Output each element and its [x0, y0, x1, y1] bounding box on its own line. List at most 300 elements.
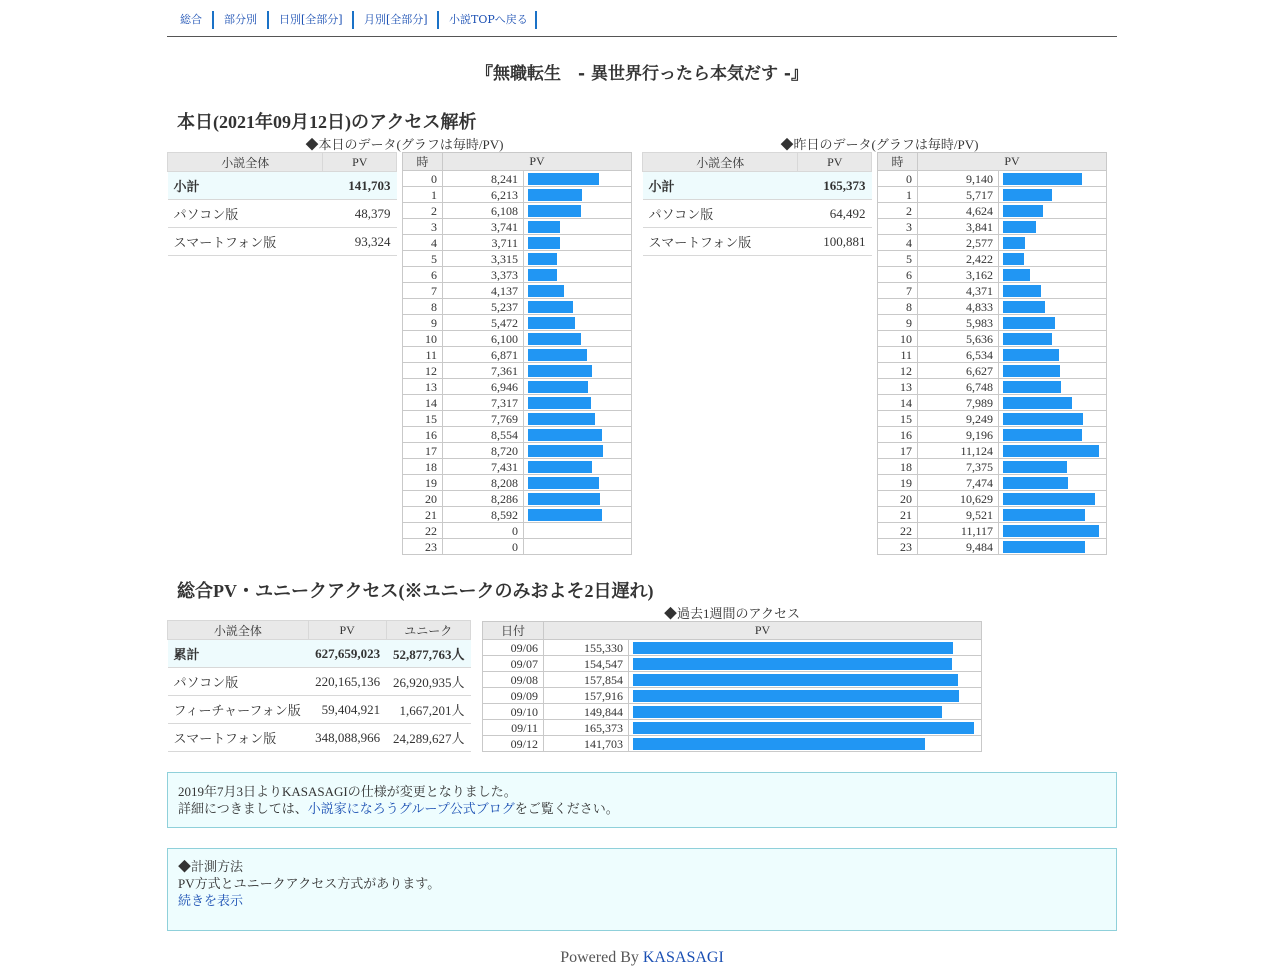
today-hourly-table — [402, 152, 632, 555]
pv-bar — [1003, 333, 1052, 345]
pv-bar — [1003, 349, 1059, 361]
row-bar-cell — [524, 283, 632, 299]
pv-bar — [1003, 237, 1025, 249]
row-key: 22 — [878, 523, 918, 539]
col-header: 小説全体 — [168, 621, 309, 640]
row-key: 3 — [403, 219, 443, 235]
row-key: 21 — [878, 507, 918, 523]
row-value: 9,140 — [918, 171, 999, 187]
nav-monthly[interactable]: 月別[全部分] — [364, 13, 428, 26]
row-value: 6,100 — [443, 331, 524, 347]
row-value: 5,237 — [443, 299, 524, 315]
nav-divider — [167, 36, 1117, 37]
row-key: 6 — [403, 267, 443, 283]
row-value: 3,841 — [918, 219, 999, 235]
row-label: パソコン版 — [168, 200, 323, 228]
pv-bar — [528, 301, 573, 313]
row-bar-cell — [629, 672, 982, 688]
total-heading: 総合PV・ユニークアクセス(※ユニークのみおよそ2日遅れ) — [177, 581, 654, 601]
row-bar-cell — [629, 640, 982, 656]
row-unique: 24,289,627人 — [386, 724, 470, 752]
pv-bar — [1003, 269, 1030, 281]
row-key: 13 — [878, 379, 918, 395]
row-bar-cell — [524, 539, 632, 555]
nav-by-part[interactable]: 部分別 — [224, 13, 257, 26]
pv-bar — [528, 413, 595, 425]
row-bar-cell — [999, 187, 1107, 203]
pv-bar — [1003, 221, 1036, 233]
row-key: 09/06 — [483, 640, 544, 656]
pv-bar — [1003, 525, 1099, 537]
table-row — [403, 475, 632, 491]
yesterday-caption: ◆昨日のデータ(グラフは毎時/PV) — [780, 137, 979, 152]
row-key: 7 — [878, 283, 918, 299]
row-key: 19 — [403, 475, 443, 491]
row-bar-cell — [524, 459, 632, 475]
row-key: 14 — [403, 395, 443, 411]
pv-bar — [633, 642, 953, 654]
col-header: PV — [918, 153, 1107, 171]
row-value: 9,249 — [918, 411, 999, 427]
page-title: 『無職転生 - 異世界行ったら本気だす -』 — [476, 64, 808, 84]
row-value: 8,554 — [443, 427, 524, 443]
pv-bar — [528, 477, 599, 489]
row-key: 0 — [878, 171, 918, 187]
row-value: 4,833 — [918, 299, 999, 315]
table-row — [643, 172, 872, 200]
table-row — [878, 475, 1107, 491]
row-value: 5,472 — [443, 315, 524, 331]
row-value: 6,213 — [443, 187, 524, 203]
row-value: 64,492 — [798, 200, 872, 228]
row-value: 0 — [443, 523, 524, 539]
table-row — [643, 200, 872, 228]
row-key: 09/07 — [483, 656, 544, 672]
row-key: 2 — [403, 203, 443, 219]
pv-bar — [528, 381, 588, 393]
row-value: 3,711 — [443, 235, 524, 251]
pv-bar — [633, 738, 925, 750]
pv-bar — [528, 365, 592, 377]
row-key: 14 — [878, 395, 918, 411]
row-pv: 627,659,023 — [308, 640, 386, 668]
col-header: ユニーク — [386, 621, 470, 640]
pv-bar — [1003, 413, 1083, 425]
row-key: 20 — [878, 491, 918, 507]
row-value: 7,361 — [443, 363, 524, 379]
table-row — [878, 331, 1107, 347]
table-row — [403, 267, 632, 283]
pv-bar — [1003, 253, 1024, 265]
row-bar-cell — [999, 379, 1107, 395]
pv-bar — [1003, 189, 1052, 201]
table-row — [403, 299, 632, 315]
nav-separator — [267, 11, 269, 29]
pv-bar — [1003, 461, 1067, 473]
row-key: 23 — [878, 539, 918, 555]
col-header: PV — [798, 153, 872, 172]
row-bar-cell — [999, 507, 1107, 523]
row-pv: 348,088,966 — [308, 724, 386, 752]
row-bar-cell — [999, 299, 1107, 315]
row-value: 155,330 — [544, 640, 629, 656]
table-row — [878, 267, 1107, 283]
pv-bar — [528, 173, 599, 185]
nav-overall[interactable]: 総合 — [180, 13, 202, 26]
pv-bar — [528, 205, 581, 217]
row-bar-cell — [524, 363, 632, 379]
table-row — [168, 172, 397, 200]
row-key: 8 — [878, 299, 918, 315]
official-blog-link[interactable]: 小説家になろうグループ公式ブログ — [307, 801, 515, 816]
row-value: 9,521 — [918, 507, 999, 523]
row-value: 165,373 — [544, 720, 629, 736]
row-value: 9,484 — [918, 539, 999, 555]
row-value: 8,241 — [443, 171, 524, 187]
pv-bar — [528, 333, 581, 345]
nav-daily[interactable]: 日別[全部分] — [279, 13, 343, 26]
table-row — [403, 347, 632, 363]
row-value: 8,286 — [443, 491, 524, 507]
row-key: 10 — [878, 331, 918, 347]
row-value: 6,534 — [918, 347, 999, 363]
nav-novel-top[interactable]: 小説TOPへ戻る — [449, 13, 528, 26]
table-row — [403, 251, 632, 267]
table-row — [483, 672, 982, 688]
row-value: 7,989 — [918, 395, 999, 411]
row-value: 9,196 — [918, 427, 999, 443]
week-table — [482, 621, 982, 752]
row-bar-cell — [999, 331, 1107, 347]
row-bar-cell — [524, 267, 632, 283]
yesterday-summary-table — [642, 152, 872, 256]
table-row — [878, 235, 1107, 251]
notice-text: 詳細につきましては、 — [178, 801, 308, 816]
row-key: 19 — [878, 475, 918, 491]
table-row — [403, 363, 632, 379]
row-bar-cell — [524, 315, 632, 331]
row-value: 8,208 — [443, 475, 524, 491]
row-value: 141,703 — [544, 736, 629, 752]
table-row — [403, 539, 632, 555]
kasasagi-link[interactable]: KASASAGI — [642, 949, 724, 966]
table-row — [168, 200, 397, 228]
table-row — [878, 523, 1107, 539]
row-key: 12 — [878, 363, 918, 379]
pv-bar — [1003, 381, 1061, 393]
row-key: 5 — [878, 251, 918, 267]
table-row — [483, 688, 982, 704]
notice-text: をご覧ください。 — [514, 801, 619, 816]
table-row — [403, 523, 632, 539]
row-key: 9 — [878, 315, 918, 331]
pv-bar — [528, 397, 591, 409]
row-bar-cell — [999, 523, 1107, 539]
row-bar-cell — [524, 187, 632, 203]
row-bar-cell — [524, 347, 632, 363]
table-row — [403, 283, 632, 299]
week-caption: ◆過去1週間のアクセス — [663, 606, 801, 621]
row-key: 8 — [403, 299, 443, 315]
row-bar-cell — [524, 523, 632, 539]
pv-bar — [528, 317, 575, 329]
row-value: 6,748 — [918, 379, 999, 395]
table-row — [878, 187, 1107, 203]
row-bar-cell — [999, 171, 1107, 187]
col-header: 小説全体 — [643, 153, 798, 172]
row-label: フィーチャーフォン版 — [168, 696, 309, 724]
method-title: ◆計測方法 — [178, 859, 244, 874]
pv-bar — [528, 221, 560, 233]
row-value: 10,629 — [918, 491, 999, 507]
row-key: 21 — [403, 507, 443, 523]
pv-bar — [528, 493, 600, 505]
row-bar-cell — [999, 219, 1107, 235]
col-header: 小説全体 — [168, 153, 323, 172]
pv-bar — [633, 658, 952, 670]
row-value: 141,703 — [323, 172, 397, 200]
pv-bar — [1003, 285, 1041, 297]
table-row — [878, 283, 1107, 299]
col-header: PV — [544, 622, 982, 640]
row-bar-cell — [999, 475, 1107, 491]
row-value: 149,844 — [544, 704, 629, 720]
row-key: 11 — [403, 347, 443, 363]
footer-prefix: Powered By — [560, 949, 643, 966]
row-key: 17 — [878, 443, 918, 459]
row-key: 09/10 — [483, 704, 544, 720]
row-bar-cell — [999, 491, 1107, 507]
pv-bar — [528, 349, 587, 361]
row-value: 157,916 — [544, 688, 629, 704]
row-bar-cell — [524, 411, 632, 427]
row-key: 09/11 — [483, 720, 544, 736]
table-row — [878, 219, 1107, 235]
table-row — [878, 459, 1107, 475]
table-row — [403, 507, 632, 523]
row-bar-cell — [999, 347, 1107, 363]
row-value: 5,717 — [918, 187, 999, 203]
pv-bar — [1003, 509, 1085, 521]
table-row — [168, 724, 471, 752]
notice-box — [167, 772, 1117, 828]
pv-bar — [1003, 477, 1068, 489]
row-value: 157,854 — [544, 672, 629, 688]
row-key: 9 — [403, 315, 443, 331]
row-key: 2 — [878, 203, 918, 219]
footer — [167, 949, 1117, 967]
table-row — [878, 251, 1107, 267]
row-unique: 1,667,201人 — [386, 696, 470, 724]
row-bar-cell — [629, 704, 982, 720]
table-row — [878, 443, 1107, 459]
table-row — [483, 720, 982, 736]
table-row — [878, 539, 1107, 555]
nav-separator — [535, 11, 537, 29]
row-value: 7,474 — [918, 475, 999, 491]
row-bar-cell — [999, 395, 1107, 411]
row-bar-cell — [524, 299, 632, 315]
table-row — [483, 704, 982, 720]
row-value: 0 — [443, 539, 524, 555]
row-bar-cell — [999, 411, 1107, 427]
table-row — [168, 640, 471, 668]
row-key: 1 — [878, 187, 918, 203]
row-bar-cell — [999, 539, 1107, 555]
table-row — [643, 228, 872, 256]
pv-bar — [1003, 317, 1055, 329]
row-key: 09/12 — [483, 736, 544, 752]
pv-bar — [528, 269, 557, 281]
row-key: 13 — [403, 379, 443, 395]
pv-bar — [528, 189, 582, 201]
nav-separator — [352, 11, 354, 29]
row-key: 0 — [403, 171, 443, 187]
row-value: 6,946 — [443, 379, 524, 395]
table-row — [403, 331, 632, 347]
row-key: 09/08 — [483, 672, 544, 688]
row-value: 48,379 — [323, 200, 397, 228]
row-key: 11 — [878, 347, 918, 363]
table-row — [878, 347, 1107, 363]
row-value: 2,422 — [918, 251, 999, 267]
row-unique: 52,877,763人 — [386, 640, 470, 668]
row-bar-cell — [999, 203, 1107, 219]
notice-line — [178, 800, 1106, 817]
table-row — [878, 299, 1107, 315]
row-bar-cell — [524, 491, 632, 507]
row-value: 7,375 — [918, 459, 999, 475]
row-key: 12 — [403, 363, 443, 379]
pv-bar — [528, 285, 564, 297]
table-row — [878, 491, 1107, 507]
row-value: 3,162 — [918, 267, 999, 283]
row-label: 小計 — [168, 172, 323, 200]
table-row — [403, 459, 632, 475]
table-row — [483, 656, 982, 672]
pv-bar — [633, 674, 958, 686]
row-bar-cell — [524, 235, 632, 251]
row-bar-cell — [524, 203, 632, 219]
method-text: PV方式とユニークアクセス方式があります。 — [178, 876, 441, 891]
row-bar-cell — [629, 736, 982, 752]
row-value: 11,117 — [918, 523, 999, 539]
row-bar-cell — [524, 443, 632, 459]
pv-bar — [633, 722, 974, 734]
pv-bar — [528, 237, 560, 249]
table-row — [403, 443, 632, 459]
row-label: スマートフォン版 — [643, 228, 798, 256]
row-label: スマートフォン版 — [168, 228, 323, 256]
pv-bar — [1003, 429, 1082, 441]
row-label: パソコン版 — [168, 668, 309, 696]
row-value: 5,983 — [918, 315, 999, 331]
row-bar-cell — [999, 427, 1107, 443]
row-bar-cell — [629, 720, 982, 736]
col-header: PV — [443, 153, 632, 171]
row-bar-cell — [999, 363, 1107, 379]
col-header: 時 — [403, 153, 443, 171]
table-row — [878, 395, 1107, 411]
row-value: 100,881 — [798, 228, 872, 256]
total-summary-table — [167, 620, 471, 752]
pv-bar — [1003, 205, 1043, 217]
row-bar-cell — [999, 459, 1107, 475]
row-key: 3 — [878, 219, 918, 235]
row-value: 2,577 — [918, 235, 999, 251]
row-unique: 26,920,935人 — [386, 668, 470, 696]
row-bar-cell — [999, 251, 1107, 267]
row-label: 小計 — [643, 172, 798, 200]
table-row — [878, 427, 1107, 443]
row-bar-cell — [629, 688, 982, 704]
row-key: 23 — [403, 539, 443, 555]
pv-bar — [1003, 365, 1060, 377]
row-label: パソコン版 — [643, 200, 798, 228]
pv-bar — [528, 445, 603, 457]
table-row — [403, 491, 632, 507]
table-row — [403, 427, 632, 443]
row-value: 4,137 — [443, 283, 524, 299]
row-value: 3,315 — [443, 251, 524, 267]
row-value: 93,324 — [323, 228, 397, 256]
notice-line: 2019年7月3日よりKASASAGIの仕様が変更となりました。 — [178, 784, 517, 799]
row-value: 7,431 — [443, 459, 524, 475]
row-key: 1 — [403, 187, 443, 203]
col-header: PV — [323, 153, 397, 172]
show-more-link[interactable]: 続きを表示 — [178, 893, 244, 908]
today-summary-table — [167, 152, 397, 256]
row-key: 16 — [403, 427, 443, 443]
row-value: 6,108 — [443, 203, 524, 219]
row-key: 18 — [403, 459, 443, 475]
row-bar-cell — [524, 331, 632, 347]
row-value: 3,373 — [443, 267, 524, 283]
pv-bar — [1003, 301, 1045, 313]
table-row — [168, 228, 397, 256]
nav-separator — [437, 11, 439, 29]
table-row — [403, 235, 632, 251]
row-bar-cell — [999, 443, 1107, 459]
table-row — [878, 315, 1107, 331]
table-row — [403, 219, 632, 235]
row-bar-cell — [524, 475, 632, 491]
row-pv: 220,165,136 — [308, 668, 386, 696]
table-row — [403, 187, 632, 203]
row-value: 7,769 — [443, 411, 524, 427]
row-pv: 59,404,921 — [308, 696, 386, 724]
row-key: 4 — [878, 235, 918, 251]
table-row — [403, 315, 632, 331]
today-caption: ◆本日のデータ(グラフは毎時/PV) — [305, 137, 504, 152]
table-row — [878, 411, 1107, 427]
table-row — [403, 171, 632, 187]
col-header: 時 — [878, 153, 918, 171]
table-row — [403, 411, 632, 427]
row-key: 20 — [403, 491, 443, 507]
row-value: 5,636 — [918, 331, 999, 347]
table-row — [878, 379, 1107, 395]
table-row — [878, 171, 1107, 187]
nav-separator — [212, 11, 214, 29]
row-key: 10 — [403, 331, 443, 347]
table-row — [878, 363, 1107, 379]
col-header: 日付 — [483, 622, 544, 640]
row-key: 22 — [403, 523, 443, 539]
row-bar-cell — [524, 219, 632, 235]
pv-bar — [1003, 173, 1082, 185]
table-row — [483, 640, 982, 656]
